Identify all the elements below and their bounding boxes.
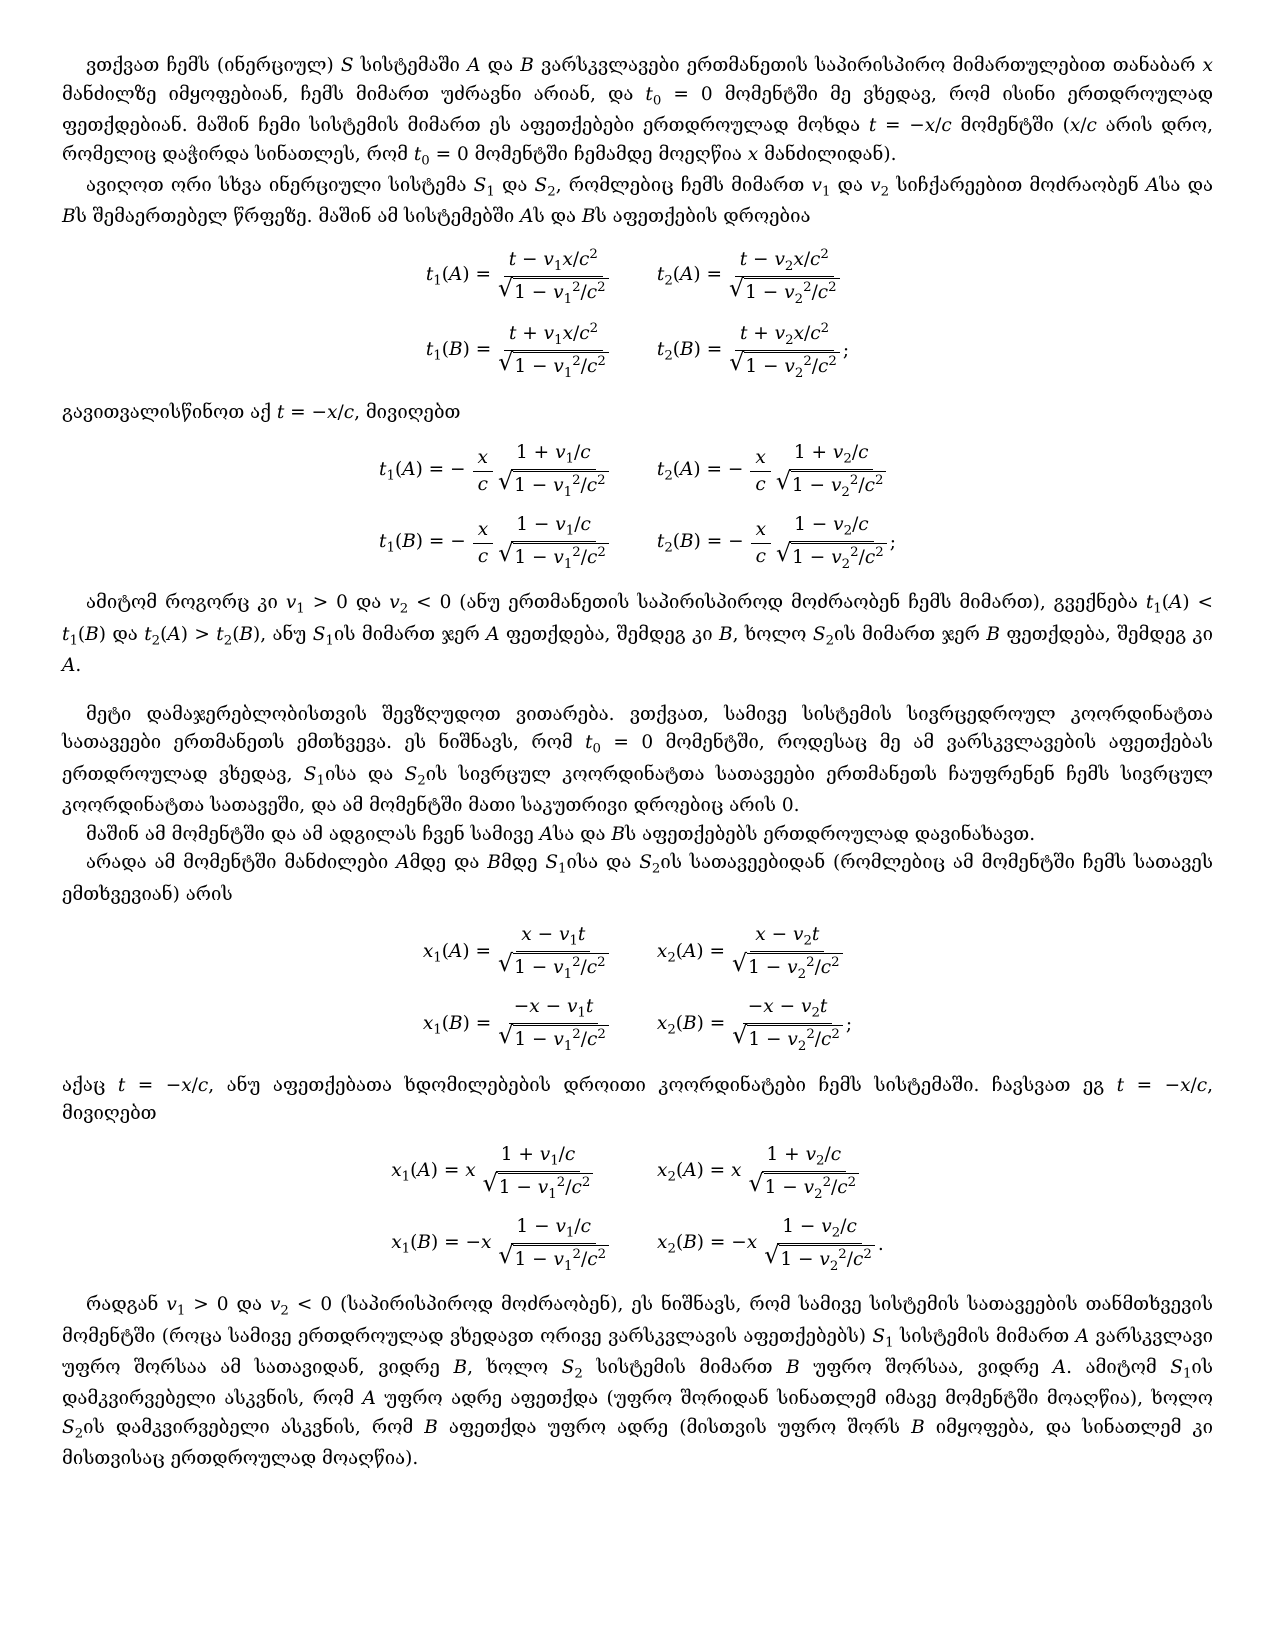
equation: $x_1(B) = -x$ $1 - v_1/c$ √ $1 - v_1^2/c^2$: [391, 1215, 609, 1275]
equation: $x_2(A) = x$ $1 + v_2/c$ √ $1 - v_2^2/c^2$: [657, 1143, 884, 1203]
equation-block-coordinates-substituted: [62, 1143, 1213, 1275]
paragraph-final-conclusion: რადგან $v_1 > 0$ და $v_2 < 0$ (საპირისპიროდ მოძრაობენ), ეს ნიშნავს, რომ სამივე სისტემის სათავეების თანმთხვევის მომენტში (როცა სამივე ერთდროულად ვხედავთ ორივე ვარსკვლავის აფეთქებებს) $S_1$ სისტემის მიმართ A ვარსკვლავი უფრო შორსაა ამ სათავიდან, ვიდრე B, ხოლო $S_2$ სისტემის მიმართ B უფრო შორსაა, ვიდრე A. ამიტომ $S_1ის$ დამკვირვებელი ასკვნის, რომ A უფრო ადრე აფეთქდა (უფრო შორიდან სინათლემ იმავე მომენტში მოაღწია), ხოლო $S_2ის$ დამკვირვებელი ასკვნის, რომ B აფეთქდა უფრო ადრე (მისთვის უფრო შორს B იმყოფება, და სინათლემ კი მისთვისაც ერთდროულად მოაღწია).: [62, 1294, 1214, 1470]
equation: $t_1(A)$ = $t - v_1x/c^2$ √ $1 - v_1^2/c^2$: [426, 246, 609, 308]
equation-block-times-substituted: [62, 441, 1213, 573]
paragraph-restrict-situation: მეტი დამაჯერებლობისთვის შევზღუდოთ ვითარება. ვთქვათ, სამივე სისტემის სივრცედროულ კოორდინატთა სათავეები ერთმანეთს ემთხვევა. ეს ნიშნავს, რომ $t_0 = 0$ მომენტში, როდესაც მე ამ ვარსკვლავების აფეთქებას ერთდროულად ვხედავ, $S_1ისა$ და $S_2ის$ სივრცულ კოორდინატთა სათავეები ერთმანეთს ჩაუფრენენ ჩემს სივრცულ კოორდინატთა სათავეში, და ამ მომენტში მათი საკუთრივი დროებიც არის 0.: [62, 703, 1214, 817]
equation: $x_1(A)$ = $x - v_1t$ √ $1 - v_1^2/c^2$: [423, 923, 609, 983]
equation: $t_2(B)$ = − $\frac{x}{c}$ $1 - v_2/c$ √ $1 - v_2^2/c^2$ ;: [656, 514, 896, 573]
equation: $t_1(B)$ = − $\frac{x}{c}$ $1 - v_1/c$ √ $1 - v_1^2/c^2$: [379, 513, 609, 573]
paragraph-substitute-t-again: აქაც t = −x/c, ანუ აფეთქებათა ხდომილებების დროითი კოორდინატები ჩემს სისტემაში. ჩავსვათ ეგ t = −x/c, მივიღებთ: [62, 1074, 1214, 1125]
equation: $t_2(A)$ = $t - v_2x/c^2$ √ $1 - v_2^2/c^2$: [657, 246, 849, 308]
equation: $x_1(B)$ = $-x - v_1t$ √ $1 - v_1^2/c^2$: [423, 995, 609, 1055]
equation: $x_1(A) = x$ $1 + v_1/c$ √ $1 - v_1^2/c^2$: [391, 1143, 609, 1203]
equation: $t_2(A)$ = − $\frac{x}{c}$ $1 + v_2/c$ √ $1 - v_2^2/c^2$: [657, 441, 896, 501]
equation: $x_2(A)$ = $x - v_2t$ √ $1 - v_2^2/c^2$: [657, 923, 852, 983]
equation: $t_2(B)$ = $t + v_2x/c^2$ √ $1 - v_2^2/c^2$ ;: [656, 321, 850, 382]
equation: $t_1(B)$ = $t + v_1x/c^2$ √ $1 - v_1^2/c^2$: [426, 320, 609, 382]
equation: $x_2(B) = -x$ $1 - v_2/c$ √ $1 - v_2^2/c^2$ .: [657, 1216, 884, 1274]
paragraph-simultaneous-observation: მაშინ ამ მომენტში და ამ ადგილას ჩვენ სამივე Aსა და Bს აფეთქებებს ერთდროულად დავინახავთ.: [86, 823, 1036, 845]
equation: $x_2(B)$ = $-x - v_2t$ √ $1 - v_2^2/c^2$ ;: [656, 996, 853, 1055]
paragraph-setup-two-stars: ვთქვათ ჩემს (ინერციულ) S სისტემაში A და B ვარსკვლავები ერთმანეთის საპირისპირო მიმართულებით თანაბარ x მანძილზე იმყოფებიან, ჩემს მიმართ უძრავნი არიან, და $t_0 = 0$ მომენტში მე ვხედავ, რომ ისინი ერთდროულად ფეთქდებიან. მაშინ ჩემი სისტემის მიმართ ეს აფეთქებები ერთდროულად მოხდა t = −x/c მომენტში (x/c არის დრო, რომელიც დაჭირდა სინათლეს, რომ $t_0 = 0$ მომენტში ჩემამდე მოეღწია x მანძილიდან).: [62, 55, 1213, 169]
paragraph-two-other-frames: ავიღოთ ორი სხვა ინერციული სისტემა $S_1$ და $S_2$, რომლებიც ჩემს მიმართ $v_1$ და $v_2$ სიჩქარეებით მოძრაობენ Aსა და Bს შემაერთებელ წრფეზე. მაშინ ამ სისტემებში Aს და Bს აფეთქების დროებია: [62, 174, 1213, 228]
equation-block-explosion-times: [62, 246, 1213, 383]
paragraph-ordering-conclusion: ამიტომ როგორც კი $v_1 > 0$ და $v_2 < 0$ (ანუ ერთმანეთის საპირისპიროდ მოძრაობენ ჩემს მიმართ), გვექნება $t_1(A) < t_1(B)$ და $t_2(A) > t_2(B)$, ანუ $S_1ის$ მიმართ ჯერ A ფეთქდება, შემდეგ კი B, ხოლო $S_2ის$ მიმართ ჯერ B ფეთქდება, შემდეგ კი A.: [62, 592, 1213, 677]
paragraph-distances-intro: არადა ამ მომენტში მანძილები Aმდე და Bმდე $S_1ისა$ და $S_2ის$ სათავეებიდან (რომლებიც ამ მომენტში ჩემს სათავეს ემთხვევიან) არის: [62, 852, 1213, 905]
paragraph-substitute-t: გავითვალისწინოთ აქ t = −x/c, მივიღებთ: [62, 401, 461, 423]
equation-block-coordinates: [62, 923, 1213, 1055]
equation: $t_1(A)$ = − $\frac{x}{c}$ $1 + v_1/c$ √ $1 - v_1^2/c^2$: [379, 441, 609, 501]
